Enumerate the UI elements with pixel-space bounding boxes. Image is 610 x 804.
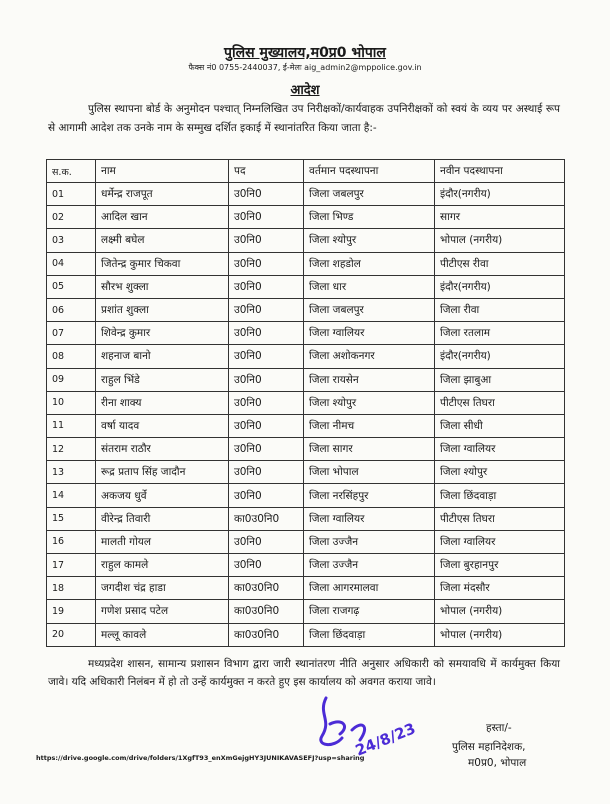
transfer-table (46, 159, 565, 647)
cell-name: शिवेन्द्र कुमार (96, 322, 229, 345)
cell-post: उ0नि0 (229, 530, 304, 553)
cell-post: उ0नि0 (229, 206, 304, 229)
column-header-serial: स.क. (47, 160, 96, 183)
cell-name: धर्मेन्द्र राजपूत (96, 183, 229, 206)
cell-new-posting: पीटीएस रीवा (435, 252, 565, 275)
cell-serial: 11 (47, 414, 96, 437)
table-row (47, 229, 565, 252)
cell-serial: 09 (47, 368, 96, 391)
cell-current-posting: जिला भिण्ड (304, 206, 435, 229)
cell-name: वर्षा यादव (96, 414, 229, 437)
cell-current-posting: जिला छिंदवाड़ा (304, 623, 435, 646)
cell-current-posting: जिला श्योपुर (304, 229, 435, 252)
cell-name: संतराम राठौर (96, 438, 229, 461)
cell-post: उ0नि0 (229, 345, 304, 368)
cell-new-posting: जिला रीवा (435, 298, 565, 321)
cell-serial: 02 (47, 206, 96, 229)
order-title: आदेश (290, 83, 320, 98)
cell-current-posting: जिला जबलपुर (304, 183, 435, 206)
table-row (47, 461, 565, 484)
table-row (47, 507, 565, 530)
cell-new-posting: सागर (435, 206, 565, 229)
cell-new-posting: पीटीएस तिघरा (435, 391, 565, 414)
cell-post: उ0नि0 (229, 229, 304, 252)
cell-post: उ0नि0 (229, 484, 304, 507)
table-row (47, 600, 565, 623)
cell-serial: 05 (47, 275, 96, 298)
column-header-post: पद (229, 160, 304, 183)
cell-name: राहुल कामले (96, 554, 229, 577)
cell-current-posting: जिला भोपाल (304, 461, 435, 484)
table-row (47, 206, 565, 229)
cell-serial: 04 (47, 252, 96, 275)
signature-image (312, 690, 422, 760)
cell-current-posting: जिला सागर (304, 438, 435, 461)
cell-name: जितेन्द्र कुमार चिकवा (96, 252, 229, 275)
cell-name: सौरभ शुक्ला (96, 275, 229, 298)
cell-name: अकजय धुर्वे (96, 484, 229, 507)
cell-serial: 12 (47, 438, 96, 461)
cell-new-posting: जिला झाबुआ (435, 368, 565, 391)
table-row (47, 577, 565, 600)
cell-current-posting: जिला नरसिंहपुर (304, 484, 435, 507)
cell-name: जगदीश चंद्र हाडा (96, 577, 229, 600)
cell-post: उ0नि0 (229, 414, 304, 437)
cell-name: वीरेन्द्र तिवारी (96, 507, 229, 530)
table-header-row (47, 160, 565, 183)
cell-post: का0उ0नि0 (229, 600, 304, 623)
cell-new-posting: इंदौर(नगरीय) (435, 183, 565, 206)
cell-serial: 06 (47, 298, 96, 321)
table-row (47, 275, 565, 298)
cell-current-posting: जिला रायसेन (304, 368, 435, 391)
cell-new-posting: पीटीएस तिघरा (435, 507, 565, 530)
cell-post: उ0नि0 (229, 461, 304, 484)
contact-line: फैक्स नं0 0755-2440037, ई-मेलः aig_admin2@mppolice.gov.in (188, 63, 422, 72)
column-header-current-posting: वर्तमान पदस्थापना (304, 160, 435, 183)
footer-paragraph: मध्यप्रदेश शासन, सामान्य प्रशासन विभाग द्वारा जारी स्थानांतरण नीति अनुसार अधिकारी को समयावधि में कार्यमुक्त किया जावे। यदि अधिकारी निलंबन में हो तो उन्हें कार्यमुक्त न करते हुए इस कार्यालय को अवगत कराया जावे। (48, 658, 560, 688)
cell-post: का0उ0नि0 (229, 507, 304, 530)
cell-new-posting: इंदौर(नगरीय) (435, 275, 565, 298)
signature-hasta: हस्ता/- (486, 722, 512, 734)
cell-new-posting: जिला छिंदवाड़ा (435, 484, 565, 507)
cell-name: मल्लू कावले (96, 623, 229, 646)
cell-post: उ0नि0 (229, 275, 304, 298)
cell-serial: 07 (47, 322, 96, 345)
cell-name: रूद्र प्रताप सिंह जादौन (96, 461, 229, 484)
cell-serial: 18 (47, 577, 96, 600)
cell-name: रीना शाक्य (96, 391, 229, 414)
cell-new-posting: जिला ग्वालियर (435, 438, 565, 461)
cell-serial: 01 (47, 183, 96, 206)
cell-current-posting: जिला राजगढ़ (304, 600, 435, 623)
cell-current-posting: जिला शहडोल (304, 252, 435, 275)
cell-name: लक्ष्मी बघेल (96, 229, 229, 252)
table-row (47, 623, 565, 646)
signature-date: 24/8/23 (352, 719, 419, 760)
cell-current-posting: जिला आगरमालवा (304, 577, 435, 600)
cell-current-posting: जिला उज्जैन (304, 554, 435, 577)
cell-serial: 19 (47, 600, 96, 623)
cell-serial: 03 (47, 229, 96, 252)
cell-current-posting: जिला ग्वालियर (304, 507, 435, 530)
table-row (47, 183, 565, 206)
cell-serial: 10 (47, 391, 96, 414)
cell-post: उ0नि0 (229, 368, 304, 391)
cell-name: गणेश प्रसाद पटेल (96, 600, 229, 623)
cell-post: उ0नि0 (229, 554, 304, 577)
cell-new-posting: जिला बुरहानपुर (435, 554, 565, 577)
cell-new-posting: भोपाल (नगरीय) (435, 623, 565, 646)
cell-new-posting: जिला मंदसौर (435, 577, 565, 600)
table-row (47, 438, 565, 461)
cell-name: शहनाज बानो (96, 345, 229, 368)
cell-current-posting: जिला ग्वालियर (304, 322, 435, 345)
table-row (47, 252, 565, 275)
intro-paragraph: पुलिस स्थापना बोर्ड के अनुमोदन पश्चात् निम्नलिखित उप निरीक्षकों/कार्यवाहक उपनिरीक्षकों को स्वयं के व्यय पर अस्थाई रूप से आगामी आदेश तक उनके नाम के सम्मुख दर्शित इकाई में स्थानांतरित किया जाता है:- (48, 103, 560, 134)
cell-name: मालती गोयल (96, 530, 229, 553)
cell-post: उ0नि0 (229, 183, 304, 206)
cell-serial: 16 (47, 530, 96, 553)
cell-new-posting: जिला सीधी (435, 414, 565, 437)
cell-new-posting: भोपाल (नगरीय) (435, 600, 565, 623)
cell-name: प्रशांत शुक्ला (96, 298, 229, 321)
cell-current-posting: जिला श्योपुर (304, 391, 435, 414)
cell-post: उ0नि0 (229, 322, 304, 345)
office-title: पुलिस मुख्यालय,म0प्र0 भोपाल (224, 45, 386, 61)
cell-serial: 17 (47, 554, 96, 577)
cell-current-posting: जिला जबलपुर (304, 298, 435, 321)
signature-place: म0प्र0, भोपाल (468, 757, 527, 769)
cell-current-posting: जिला धार (304, 275, 435, 298)
cell-post: का0उ0नि0 (229, 623, 304, 646)
cell-serial: 15 (47, 507, 96, 530)
cell-serial: 13 (47, 461, 96, 484)
cell-serial: 08 (47, 345, 96, 368)
cell-post: उ0नि0 (229, 298, 304, 321)
column-header-name: नाम (96, 160, 229, 183)
table-row (47, 414, 565, 437)
cell-post: का0उ0नि0 (229, 577, 304, 600)
cell-name: आदिल खान (96, 206, 229, 229)
cell-new-posting: जिला श्योपुर (435, 461, 565, 484)
cell-new-posting: इंदौर(नगरीय) (435, 345, 565, 368)
cell-serial: 20 (47, 623, 96, 646)
table-row (47, 530, 565, 553)
cell-name: राहुल भिंडे (96, 368, 229, 391)
table-row (47, 345, 565, 368)
table-row (47, 298, 565, 321)
cell-new-posting: जिला ग्वालियर (435, 530, 565, 553)
cell-new-posting: भोपाल (नगरीय) (435, 229, 565, 252)
cell-new-posting: जिला रतलाम (435, 322, 565, 345)
cell-current-posting: जिला नीमच (304, 414, 435, 437)
cell-post: उ0नि0 (229, 391, 304, 414)
cell-post: उ0नि0 (229, 438, 304, 461)
table-row (47, 484, 565, 507)
table-body (47, 183, 565, 647)
column-header-new-posting: नवीन पदस्थापना (435, 160, 565, 183)
cell-post: उ0नि0 (229, 252, 304, 275)
drive-link[interactable]: https://drive.google.com/drive/folders/1XgfT93_enXmGejgHY3JUNIKAVASEFJ?usp=sharing (36, 754, 365, 762)
cell-current-posting: जिला उज्जैन (304, 530, 435, 553)
table-row (47, 322, 565, 345)
table-row (47, 554, 565, 577)
table-row (47, 368, 565, 391)
cell-serial: 14 (47, 484, 96, 507)
signature-designation: पुलिस महानिदेशक, (452, 741, 526, 753)
table-row (47, 391, 565, 414)
cell-current-posting: जिला अशोकनगर (304, 345, 435, 368)
